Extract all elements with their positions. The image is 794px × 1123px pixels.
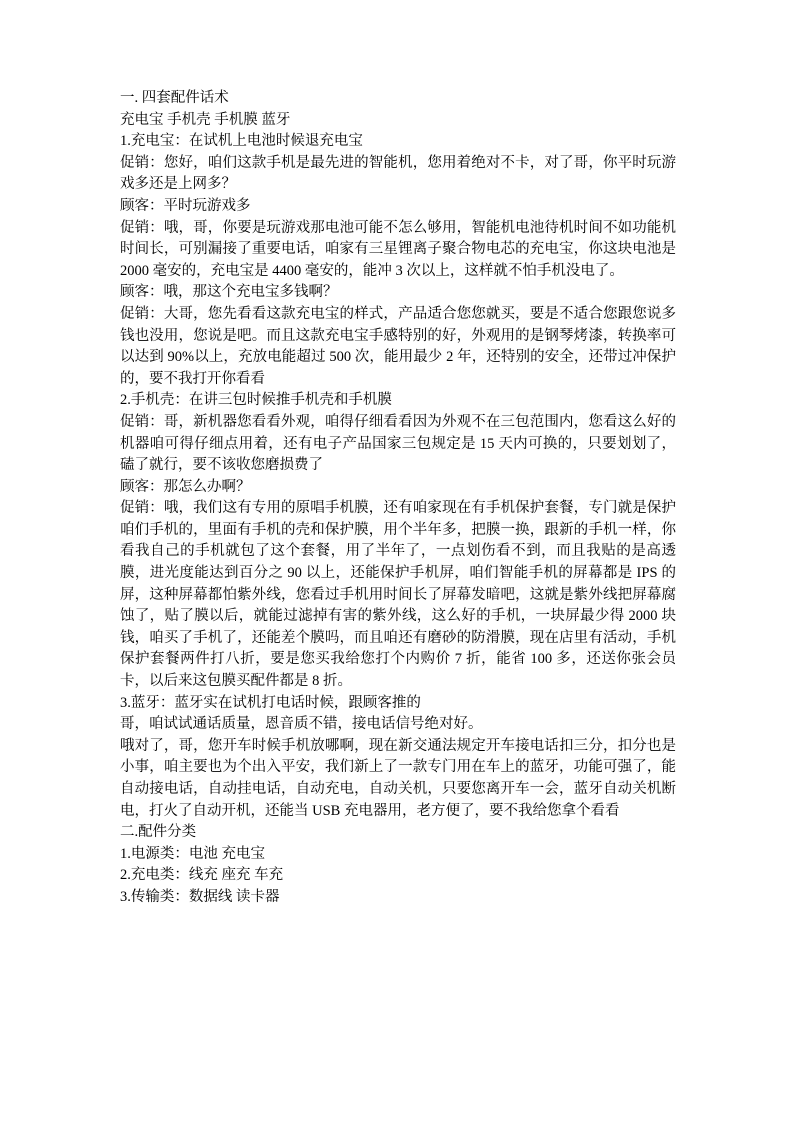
dialog-line: 哦对了，哥，您开车时候手机放哪啊，现在新交通法规定开车接电话扣三分，扣分也是小事，咱主要也为个出入平安，我们新上了一款专门用在车上的蓝牙，功能可强了，能自动接电话，自动挂电话，自动充电，自动关机，只要您离开车一会，蓝牙自动关机断电，打火了自动开机，还能当 USB 充电器用，老方便了，要不我给您拿个看看 xyxy=(120,737,676,819)
section-3-heading: 3.蓝牙：蓝牙实在试机打电话时候，跟顾客推的 xyxy=(120,694,421,711)
dialog-line: 顾客：哦，那这个充电宝多钱啊？ xyxy=(120,284,338,301)
section-1-heading: 1.充电宝：在试机上电池时候退充电宝 xyxy=(120,133,363,150)
category-heading: 二.配件分类 xyxy=(120,824,197,841)
dialog-line: 促销：哥，新机器您看看外观，咱得仔细看看因为外观不在三包范围内，您看这么好的机器咱可得仔细点用着，还有电子产品国家三包规定是 15 天内可换的，只要划划了，磕了就行，要不该收您磨损费了 xyxy=(120,413,676,474)
dialog-line: 促销：您好，咱们这款手机是最先进的智能机，您用着绝对不卡，对了哥，你平时玩游戏多还是上网多？ xyxy=(120,154,676,193)
dialog-line: 顾客：平时玩游戏多 xyxy=(120,197,251,214)
dialog-line: 促销：哦，我们这有专用的原唱手机膜，还有咱家现在有手机保护套餐，专门就是保护咱们手机的，里面有手机的壳和保护膜，用个半年多，把膜一换，跟新的手机一样，你看我自己的手机就包了这个套餐，用了半年了，一点划伤看不到，而且我贴的是高透膜，进光度能达到百分之 90 以上，还能保护手机屏，咱们智能手机的屏幕都是 IPS 的屏，这种屏幕都怕紫外线，您看过手机用时间长了屏幕发暗吧，这就是紫外线把屏幕腐蚀了，贴了膜以后，就能过滤掉有害的紫外线，这么好的手机，一块屏最少得 2000 块钱，咱买了手机了，还能差个膜吗，而且咱还有磨砂的防滑膜，现在店里有活动，手机保护套餐两件打八折，要是您买我给您打个内购价 7 折，能省 100 多，还送你张会员卡，以后来这包膜买配件都是 8 折。 xyxy=(120,500,676,690)
dialog-line: 促销：大哥，您先看看这款充电宝的样式，产品适合您您就买，要是不适合您跟您说多钱也没用，您说是吧。而且这款充电宝手感特别的好，外观用的是钢琴烤漆，转换率可以达到 90%以上，充放电能超过 500 次，能用最少 2 年，还特别的安全，还带过冲保护的，要不我打开你看看 xyxy=(120,305,676,387)
category-line: 3.传输类：数据线 读卡器 xyxy=(120,888,280,905)
dialog-line: 促销：哦，哥，你要是玩游戏那电池可能不怎么够用，智能机电池待机时间不如功能机时间长，可别漏接了重要电话，咱家有三星锂离子聚合物电芯的充电宝，你这块电池是 2000 毫安的，充电宝是 4400 毫安的，能冲 3 次以上，这样就不怕手机没电了。 xyxy=(120,219,676,279)
category-line: 2.充电类：线充 座充 车充 xyxy=(120,867,284,884)
doc-title: 一. 四套配件话术 xyxy=(120,90,229,106)
section-2-heading: 2.手机壳：在讲三包时候推手机壳和手机膜 xyxy=(120,392,392,409)
category-line: 1.电源类：电池 充电宝 xyxy=(120,845,265,862)
dialog-line: 哥，咱试试通话质量，恩音质不错，接电话信号绝对好。 xyxy=(120,716,483,733)
doc-subtitle: 充电宝 手机壳 手机膜 蓝牙 xyxy=(120,111,291,128)
dialog-line: 顾客：那怎么办啊？ xyxy=(120,478,251,495)
